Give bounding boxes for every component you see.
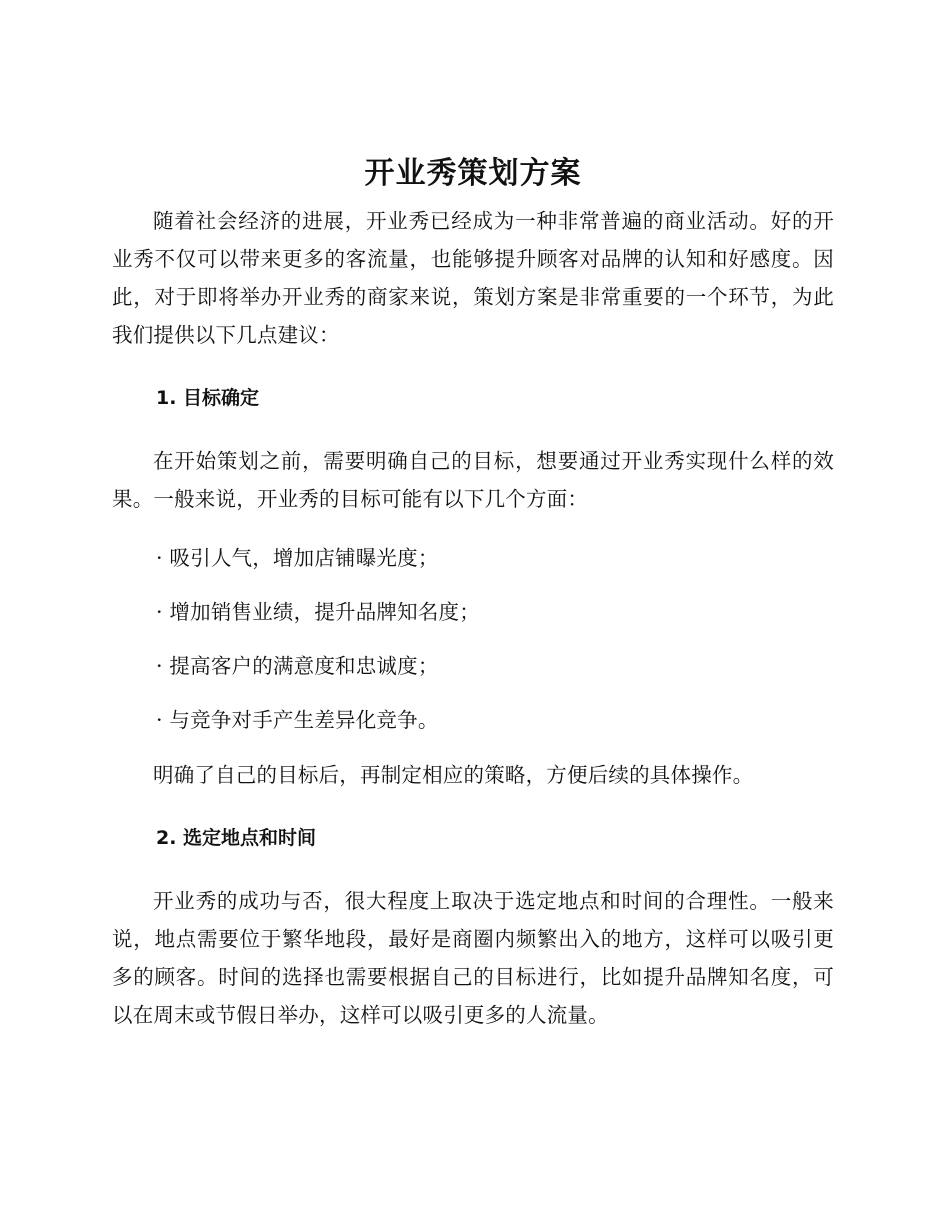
spacer	[112, 518, 834, 544]
section-heading-location-time: 2. 选定地点和时间	[156, 827, 317, 849]
goal-bullet-1: · 吸引人气，增加店铺曝光度；	[156, 546, 439, 570]
spacer	[112, 412, 834, 442]
goal-bullet-4: · 与竞争对手产生差异化竞争。	[156, 708, 439, 732]
document-page	[112, 150, 834, 1034]
goals-paragraph: 在开始策划之前，需要明确自己的目标，想要通过开业秀实现什么样的效果。一般来说，开业秀的目标可能有以下几个方面：	[112, 449, 834, 511]
goal-bullet-3: · 提高客户的满意度和忠诚度；	[156, 654, 439, 678]
spacer	[112, 852, 834, 882]
section-heading-goals: 1. 目标确定	[156, 387, 260, 409]
spacer	[112, 572, 834, 598]
spacer	[112, 680, 834, 706]
location-time-paragraph: 开业秀的成功与否，很大程度上取决于选定地点和时间的合理性。一般来说，地点需要位于繁华地段，最好是商圈内频繁出入的地方，这样可以吸引更多的顾客。时间的选择也需要根据自己的目标进行，比如提升品牌知名度，可以在周末或节假日举办，这样可以吸引更多的人流量。	[112, 889, 834, 1027]
spacer	[112, 794, 834, 824]
document-title: 开业秀策划方案	[364, 156, 582, 191]
intro-paragraph: 随着社会经济的进展，开业秀已经成为一种非常普遍的商业活动。好的开业秀不仅可以带来更多的客流量，也能够提升顾客对品牌的认知和好感度。因此，对于即将举办开业秀的商家来说，策划方案是非常重要的一个环节，为此我们提供以下几点建议：	[112, 209, 834, 347]
spacer	[112, 626, 834, 652]
goals-closing-paragraph: 明确了自己的目标后，再制定相应的策略，方便后续的具体操作。	[153, 763, 754, 787]
goal-bullet-2: · 增加销售业绩，提升品牌知名度；	[156, 600, 480, 624]
spacer	[112, 354, 834, 384]
spacer	[112, 734, 834, 756]
